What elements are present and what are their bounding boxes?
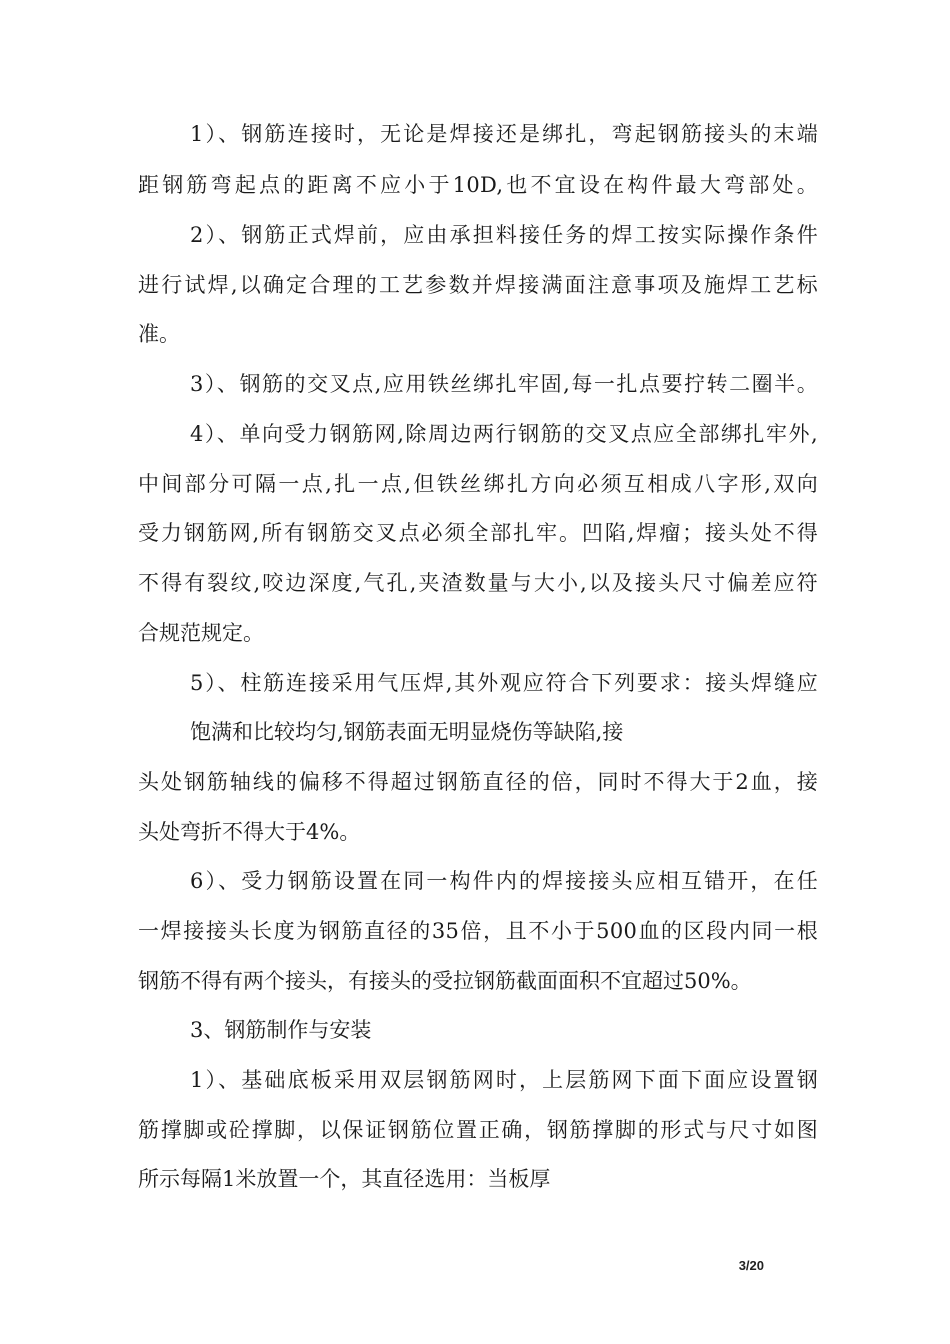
text-line: 一焊接接头长度为钢筋直径的35倍，且不小于500血的区段内同一根	[138, 919, 818, 943]
text-line: 所示每隔1米放置一个，其直径选用：当板厚	[138, 1167, 551, 1191]
text-line: 饱满和比较均匀,钢筋表面无明显烧伤等缺陷,接	[190, 720, 624, 744]
text-line: 中间部分可隔一点,扎一点,但铁丝绑扎方向必须互相成八字形,双向	[138, 472, 818, 496]
text-line: 不得有裂纹,咬边深度,气孔,夹渣数量与大小,以及接头尺寸偏差应符	[138, 571, 818, 595]
text-line: 进行试焊,以确定合理的工艺参数并焊接满面注意事项及施焊工艺标	[138, 273, 818, 297]
text-line: 1）、基础底板采用双层钢筋网时，上层筋网下面下面应设置钢	[190, 1068, 818, 1092]
text-line: 3）、钢筋的交叉点,应用铁丝绑扎牢固,每一扎点要拧转二圈半。	[190, 372, 818, 396]
page-number: 3/20	[738, 1258, 764, 1273]
text-line: 筋撑脚或砼撑脚，以保证钢筋位置正确，钢筋撑脚的形式与尺寸如图	[138, 1118, 818, 1142]
text-line: 6）、受力钢筋设置在同一构件内的焊接接头应相互错开，在任	[190, 869, 818, 893]
text-line: 准。	[138, 322, 180, 346]
text-line: 1）、钢筋连接时，无论是焊接还是绑扎，弯起钢筋接头的末端	[190, 122, 818, 146]
text-line: 距钢筋弯起点的距离不应小于10D,也不宜设在构件最大弯部处。	[138, 173, 818, 197]
text-line: 受力钢筋网,所有钢筋交叉点必须全部扎牢。凹陷,焊瘤；接头处不得	[138, 521, 818, 545]
text-line: 合规范规定。	[138, 621, 264, 645]
text-line: 4）、单向受力钢筋网,除周边两行钢筋的交叉点应全部绑扎牢外,	[190, 422, 818, 446]
text-line: 头处钢筋轴线的偏移不得超过钢筋直径的倍，同时不得大于2血，接	[138, 770, 818, 794]
text-line: 钢筋不得有两个接头，有接头的受拉钢筋截面面积不宜超过50%。	[138, 969, 752, 993]
text-line: 2）、钢筋正式焊前，应由承担料接任务的焊工按实际操作条件	[190, 223, 818, 247]
text-line: 5）、柱筋连接采用气压焊,其外观应符合下列要求：接头焊缝应	[190, 671, 818, 695]
section-heading: 3、钢筋制作与安装	[190, 1018, 372, 1042]
text-line: 头处弯折不得大于4%。	[138, 820, 361, 844]
